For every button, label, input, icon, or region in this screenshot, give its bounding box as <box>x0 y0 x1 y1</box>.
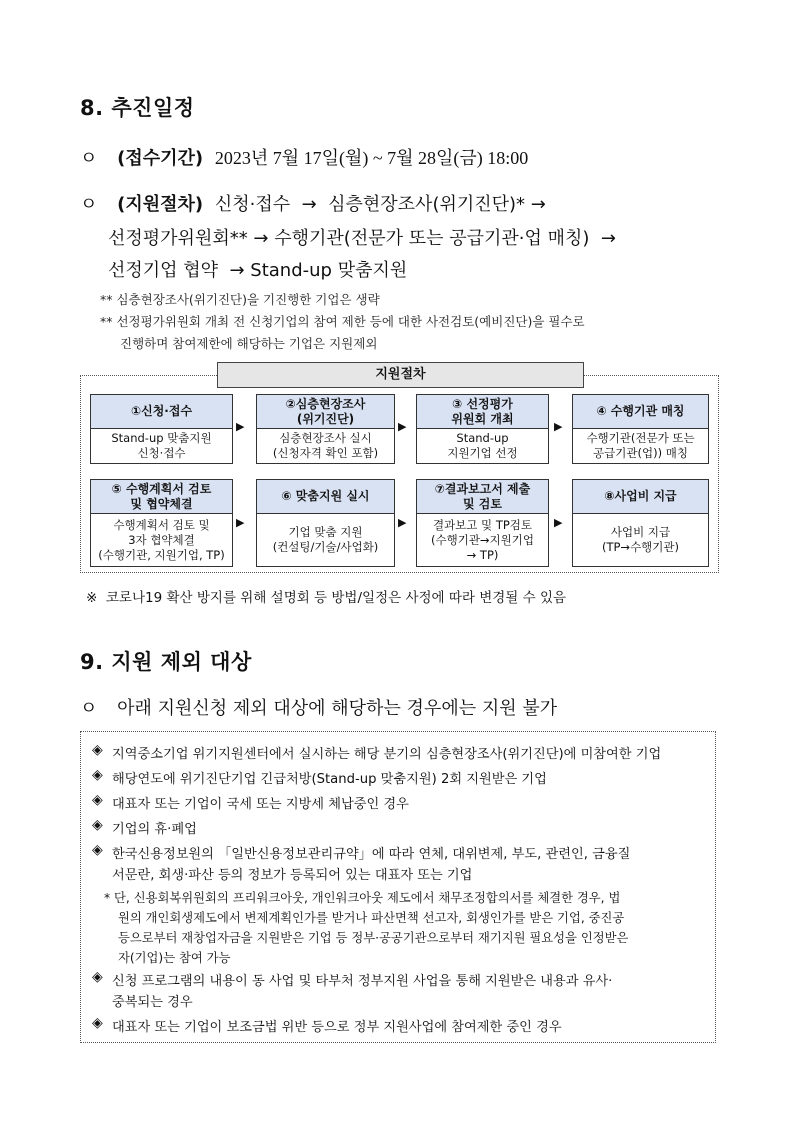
step-body: 수행기관(전문가 또는 공급기관(업)) 매칭 <box>586 431 695 460</box>
arrow-right-icon: ▶ <box>554 420 563 433</box>
arrow-right-icon: ▶ <box>398 420 407 433</box>
process-step-6 <box>256 479 395 567</box>
step-head: ⑧사업비 지급 <box>573 480 708 514</box>
diamond-bullet-icon: ◈ <box>92 817 103 833</box>
exception-note-1: * 단, 신용회복위원회의 프리워크아웃, 개인워크아웃 제도에서 채무조정합의서를 체결한 경우, 법 <box>104 891 621 905</box>
procedure-text-2: 선정평가위원회** → 수행기관(전문가 또는 공급기관·업 매칭) → <box>108 228 616 249</box>
exclusion-item-4: 기업의 휴·폐업 <box>112 822 197 837</box>
diamond-bullet-icon: ◈ <box>92 969 103 985</box>
process-title: 지원절차 <box>217 362 584 388</box>
process-step-1 <box>90 394 233 464</box>
section-8-title: 8. 추진일정 <box>80 96 195 120</box>
exception-note-4: 자(기업)는 참여 가능 <box>118 951 231 965</box>
process-step-4 <box>572 394 709 464</box>
procedure-line-1 <box>80 190 546 216</box>
process-step-8 <box>572 479 709 567</box>
diamond-bullet-icon: ◈ <box>92 792 103 808</box>
diamond-bullet-icon: ◈ <box>92 842 103 858</box>
exclusion-item-7: 대표자 또는 기업이 보조금법 위반 등으로 정부 지원사업에 참여제한 중인 경우 <box>112 1020 562 1035</box>
arrow-right-icon: ▶ <box>236 420 245 433</box>
step-head: ⑦결과보고서 제출 및 검토 <box>417 480 548 514</box>
exclusion-item-5-cont: 서문란, 회생·파산 등의 정보가 등록되어 있는 대표자 또는 기업 <box>112 868 473 883</box>
step-head: ②심층현장조사 (위기진단) <box>257 395 394 429</box>
period-value: 2023년 7월 17일(월) ~ 7월 28일(금) 18:00 <box>214 148 529 168</box>
procedure-text-1: 신청·접수 → 심층현장조사(위기진단)* → <box>214 194 546 215</box>
exception-note-2: 원의 개인회생제도에서 변제계획인가를 받거나 파산면책 선고자, 회생인가를 받은 기업, 중진공 <box>118 911 625 925</box>
step-body: 기업 맞춤 지원 (컨설팅/기술/사업화) <box>272 525 379 554</box>
arrow-right-icon: ▶ <box>398 516 407 529</box>
exclusion-item-6-cont: 중복되는 경우 <box>112 995 193 1010</box>
exclusion-intro <box>80 694 557 720</box>
step-body: 심층현장조사 실시 (신청자격 확인 포함) <box>272 431 379 460</box>
step-head: ①신청·접수 <box>91 395 232 429</box>
exception-note-3: 등으로부터 재창업자금을 지원받은 기업 등 정부·공공기관으로부터 재기지원 필요성을 인정받은 <box>118 931 629 945</box>
section-9-title: 9. 지원 제외 대상 <box>80 650 252 674</box>
step-body: 수행계획서 검토 및 3자 협약체결 (수행기관, 지원기업, TP) <box>98 517 225 562</box>
exclusion-item-5: 한국신용정보원의 「일반신용정보관리규약」에 따라 연체, 대위변제, 부도, 관련인, 금융질 <box>112 847 631 862</box>
covid-note: ※ 코로나19 확산 방지를 위해 설명회 등 방법/일정은 사정에 따라 변경될 수 있음 <box>86 590 567 606</box>
note-1: ** 심층현장조사(위기진단)을 기진행한 기업은 생략 <box>100 292 380 307</box>
exclusion-item-3: 대표자 또는 기업이 국세 또는 지방세 체납중인 경우 <box>112 797 409 812</box>
exclusion-item-6: 신청 프로그램의 내용이 동 사업 및 타부처 정부지원 사업을 통해 지원받은 내용과 유사· <box>112 974 613 989</box>
procedure-label: (지원절차) <box>117 194 204 215</box>
arrow-right-icon: ▶ <box>236 516 245 529</box>
process-step-5 <box>90 479 233 567</box>
step-head: ⑥ 맞춤지원 실시 <box>257 480 394 514</box>
step-body: 결과보고 및 TP검토 (수행기관→지원기업 → TP) <box>431 517 534 562</box>
bullet: ㅇ <box>80 698 98 719</box>
note-2: ** 선정평가위원회 개최 전 신청기업의 참여 제한 등에 대한 사전검토(예비진단)을 필수로 <box>100 314 585 329</box>
period-label: (접수기간) <box>117 148 204 169</box>
step-body: Stand-up 맞춤지원 신청·접수 <box>111 431 212 460</box>
note-3: 진행하며 참여제한에 해당하는 기업은 지원제외 <box>120 336 378 351</box>
bullet: ㅇ <box>80 194 98 215</box>
procedure-text-3: 선정기업 협약 → Stand-up 맞춤지원 <box>108 260 408 281</box>
step-head: ④ 수행기관 매칭 <box>573 395 708 429</box>
exclusion-item-1: 지역중소기업 위기지원센터에서 실시하는 해당 분기의 심층현장조사(위기진단)에 미참여한 기업 <box>112 747 662 762</box>
bullet: ㅇ <box>80 148 98 169</box>
step-body: Stand-up 지원기업 선정 <box>447 431 518 460</box>
exclusion-item-2: 해당연도에 위기진단기업 긴급처방(Stand-up 맞춤지원) 2회 지원받은 기업 <box>112 772 547 787</box>
arrow-right-icon: ▶ <box>554 516 563 529</box>
process-step-3 <box>416 394 549 464</box>
period-line <box>80 144 528 170</box>
diamond-bullet-icon: ◈ <box>92 767 103 783</box>
step-body: 사업비 지급 (TP→수행기관) <box>601 525 679 554</box>
step-head: ③ 선정평가 위원회 개최 <box>417 395 548 429</box>
process-step-2 <box>256 394 395 464</box>
step-head: ⑤ 수행계획서 검토 및 협약체결 <box>91 480 232 514</box>
diamond-bullet-icon: ◈ <box>92 742 103 758</box>
process-step-7 <box>416 479 549 567</box>
diamond-bullet-icon: ◈ <box>92 1015 103 1031</box>
exclusion-intro-text: 아래 지원신청 제외 대상에 해당하는 경우에는 지원 불가 <box>117 698 558 719</box>
